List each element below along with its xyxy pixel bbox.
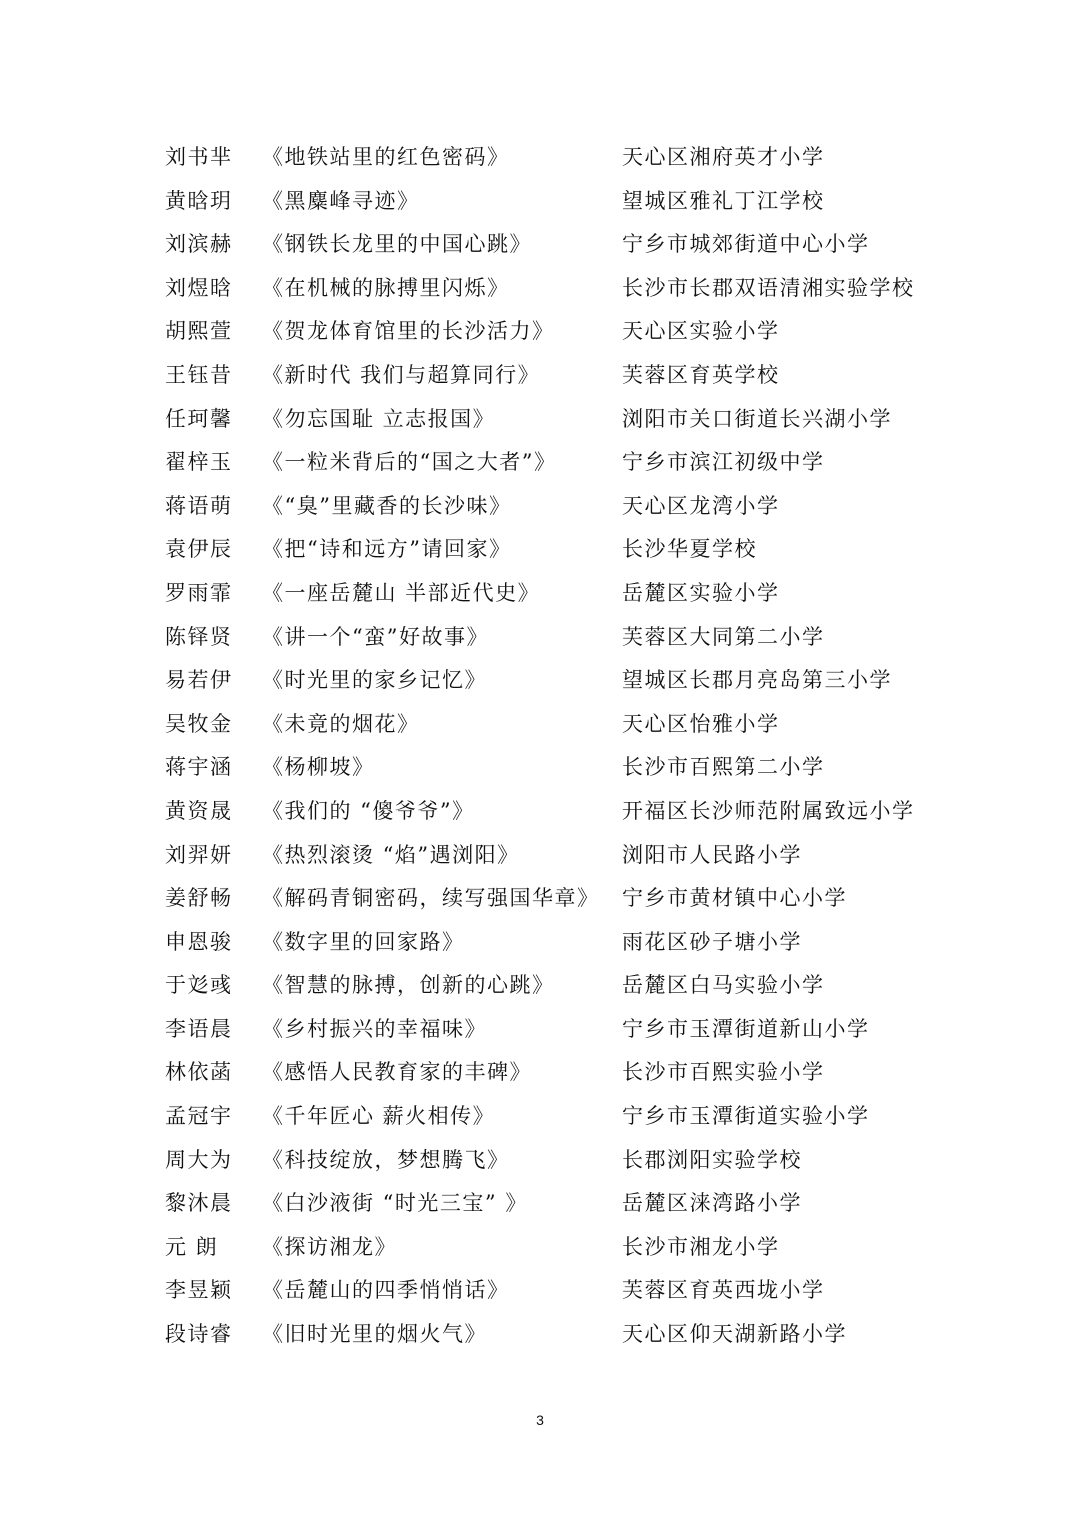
work-title: 《未竟的烟花》 [262, 711, 420, 736]
student-name: 袁伊辰 [165, 537, 233, 562]
list-item [0, 790, 1080, 834]
school-name: 宁乡市玉潭街道新山小学 [622, 1016, 870, 1041]
list-item [0, 223, 1080, 267]
work-title: 《黑麋峰寻迹》 [262, 188, 420, 213]
list-item [0, 746, 1080, 790]
school-name: 宁乡市滨江初级中学 [622, 450, 825, 475]
work-title: 《讲一个“蛮”好故事》 [262, 624, 489, 649]
list-item [0, 354, 1080, 398]
student-name: 孟冠宇 [165, 1104, 233, 1129]
school-name: 宁乡市玉潭街道实验小学 [622, 1104, 870, 1129]
list-item [0, 267, 1080, 311]
school-name: 长沙华夏学校 [622, 537, 757, 562]
list-item [0, 1139, 1080, 1183]
work-title: 《解码青铜密码，续写强国华章》 [262, 886, 600, 911]
student-name: 刘羿妍 [165, 842, 233, 867]
work-title: 《智慧的脉搏，创新的心跳》 [262, 973, 555, 998]
student-name: 刘煜晗 [165, 275, 233, 300]
student-name: 蒋语萌 [165, 493, 233, 518]
list-item [0, 1313, 1080, 1357]
student-name: 刘书芈 [165, 145, 233, 169]
list-item [0, 1182, 1080, 1226]
list-item [0, 1269, 1080, 1313]
list-item [0, 834, 1080, 878]
list-item [0, 659, 1080, 703]
work-title: 《热烈滚烫 “焰”遇浏阳》 [262, 842, 520, 867]
work-title: 《感悟人民教育家的丰碑》 [262, 1060, 532, 1085]
work-title: 《千年匠心 薪火相传》 [262, 1104, 496, 1129]
school-name: 芙蓉区育英西垅小学 [622, 1278, 825, 1303]
work-title: 《科技绽放，梦想腾飞》 [262, 1147, 510, 1172]
student-name: 林依菡 [165, 1060, 233, 1085]
student-name: 姜舒畅 [165, 886, 233, 911]
student-name: 任珂馨 [165, 406, 233, 431]
school-name: 望城区雅礼丁江学校 [622, 188, 825, 213]
school-name: 芙蓉区大同第二小学 [622, 624, 825, 649]
school-name: 长沙市百熙实验小学 [622, 1060, 825, 1085]
school-name: 雨花区砂子塘小学 [622, 929, 802, 954]
student-name: 申恩骏 [165, 929, 233, 954]
school-name: 长郡浏阳实验学校 [622, 1147, 802, 1172]
work-title: 《白沙液街 “时光三宝” 》 [262, 1191, 528, 1216]
list-item [0, 136, 1080, 180]
student-name: 翟梓玉 [165, 450, 233, 475]
school-name: 芙蓉区育英学校 [622, 362, 780, 387]
school-name: 天心区实验小学 [622, 319, 780, 344]
student-name: 于彣彧 [165, 973, 233, 998]
work-title: 《贺龙体育馆里的长沙活力》 [262, 319, 555, 344]
student-name: 刘滨赫 [165, 232, 233, 257]
school-name: 长沙市百熙第二小学 [622, 755, 825, 780]
student-name: 蒋宇涵 [165, 755, 233, 780]
student-name: 吴牧金 [165, 711, 233, 736]
student-name: 周大为 [165, 1147, 233, 1172]
list-item [0, 572, 1080, 616]
list-item [0, 616, 1080, 660]
student-name: 段诗睿 [165, 1322, 233, 1347]
student-name: 黄晗玥 [165, 188, 233, 213]
student-name: 元 朗 [165, 1234, 219, 1259]
student-name: 李语晨 [165, 1016, 233, 1041]
school-name: 岳麓区涞湾路小学 [622, 1191, 802, 1216]
list-item [0, 877, 1080, 921]
school-name: 宁乡市黄材镇中心小学 [622, 886, 847, 911]
student-name: 罗雨霏 [165, 580, 233, 605]
list-item [0, 1008, 1080, 1052]
work-title: 《杨柳坡》 [262, 755, 375, 780]
school-name: 天心区仰天湖新路小学 [622, 1322, 847, 1347]
student-name: 李昱颖 [165, 1278, 233, 1303]
work-title: 《旧时光里的烟火气》 [262, 1322, 487, 1347]
school-name: 宁乡市城郊街道中心小学 [622, 232, 870, 257]
work-title: 《勿忘国耻 立志报国》 [262, 406, 496, 431]
student-name: 黎沐晨 [165, 1191, 233, 1216]
page-number: 3 [536, 1412, 544, 1428]
work-title: 《在机械的脉搏里闪烁》 [262, 275, 510, 300]
list-item [0, 180, 1080, 224]
list-item [0, 921, 1080, 965]
work-title: 《地铁站里的红色密码》 [262, 145, 510, 169]
list-item [0, 485, 1080, 529]
award-list [0, 136, 1080, 1357]
work-title: 《探访湘龙》 [262, 1234, 397, 1259]
school-name: 望城区长郡月亮岛第三小学 [622, 668, 892, 693]
work-title: 《新时代 我们与超算同行》 [262, 362, 541, 387]
student-name: 易若伊 [165, 668, 233, 693]
list-item [0, 1226, 1080, 1270]
work-title: 《我们的 “傻爷爷”》 [262, 798, 475, 823]
list-item [0, 528, 1080, 572]
work-title: 《数字里的回家路》 [262, 929, 465, 954]
student-name: 王钰昔 [165, 362, 233, 387]
student-name: 黄资晟 [165, 798, 233, 823]
student-name: 陈铎贤 [165, 624, 233, 649]
school-name: 浏阳市人民路小学 [622, 842, 802, 867]
work-title: 《“臭”里藏香的长沙味》 [262, 493, 512, 518]
school-name: 长沙市长郡双语清湘实验学校 [622, 275, 915, 300]
work-title: 《时光里的家乡记忆》 [262, 668, 487, 693]
list-item [0, 1051, 1080, 1095]
work-title: 《一粒米背后的“国之大者”》 [262, 450, 557, 475]
list-item [0, 441, 1080, 485]
list-item [0, 703, 1080, 747]
school-name: 天心区怡雅小学 [622, 711, 780, 736]
list-item [0, 398, 1080, 442]
list-item [0, 1095, 1080, 1139]
school-name: 天心区湘府英才小学 [622, 145, 825, 169]
school-name: 长沙市湘龙小学 [622, 1234, 780, 1259]
school-name: 浏阳市关口街道长兴湖小学 [622, 406, 892, 431]
work-title: 《岳麓山的四季悄悄话》 [262, 1278, 510, 1303]
school-name: 岳麓区实验小学 [622, 580, 780, 605]
work-title: 《钢铁长龙里的中国心跳》 [262, 232, 532, 257]
work-title: 《一座岳麓山 半部近代史》 [262, 580, 541, 605]
school-name: 开福区长沙师范附属致远小学 [622, 798, 915, 823]
student-name: 胡熙萱 [165, 319, 233, 344]
list-item [0, 310, 1080, 354]
work-title: 《把“诗和远方”请回家》 [262, 537, 512, 562]
school-name: 岳麓区白马实验小学 [622, 973, 825, 998]
work-title: 《乡村振兴的幸福味》 [262, 1016, 487, 1041]
list-item [0, 964, 1080, 1008]
school-name: 天心区龙湾小学 [622, 493, 780, 518]
